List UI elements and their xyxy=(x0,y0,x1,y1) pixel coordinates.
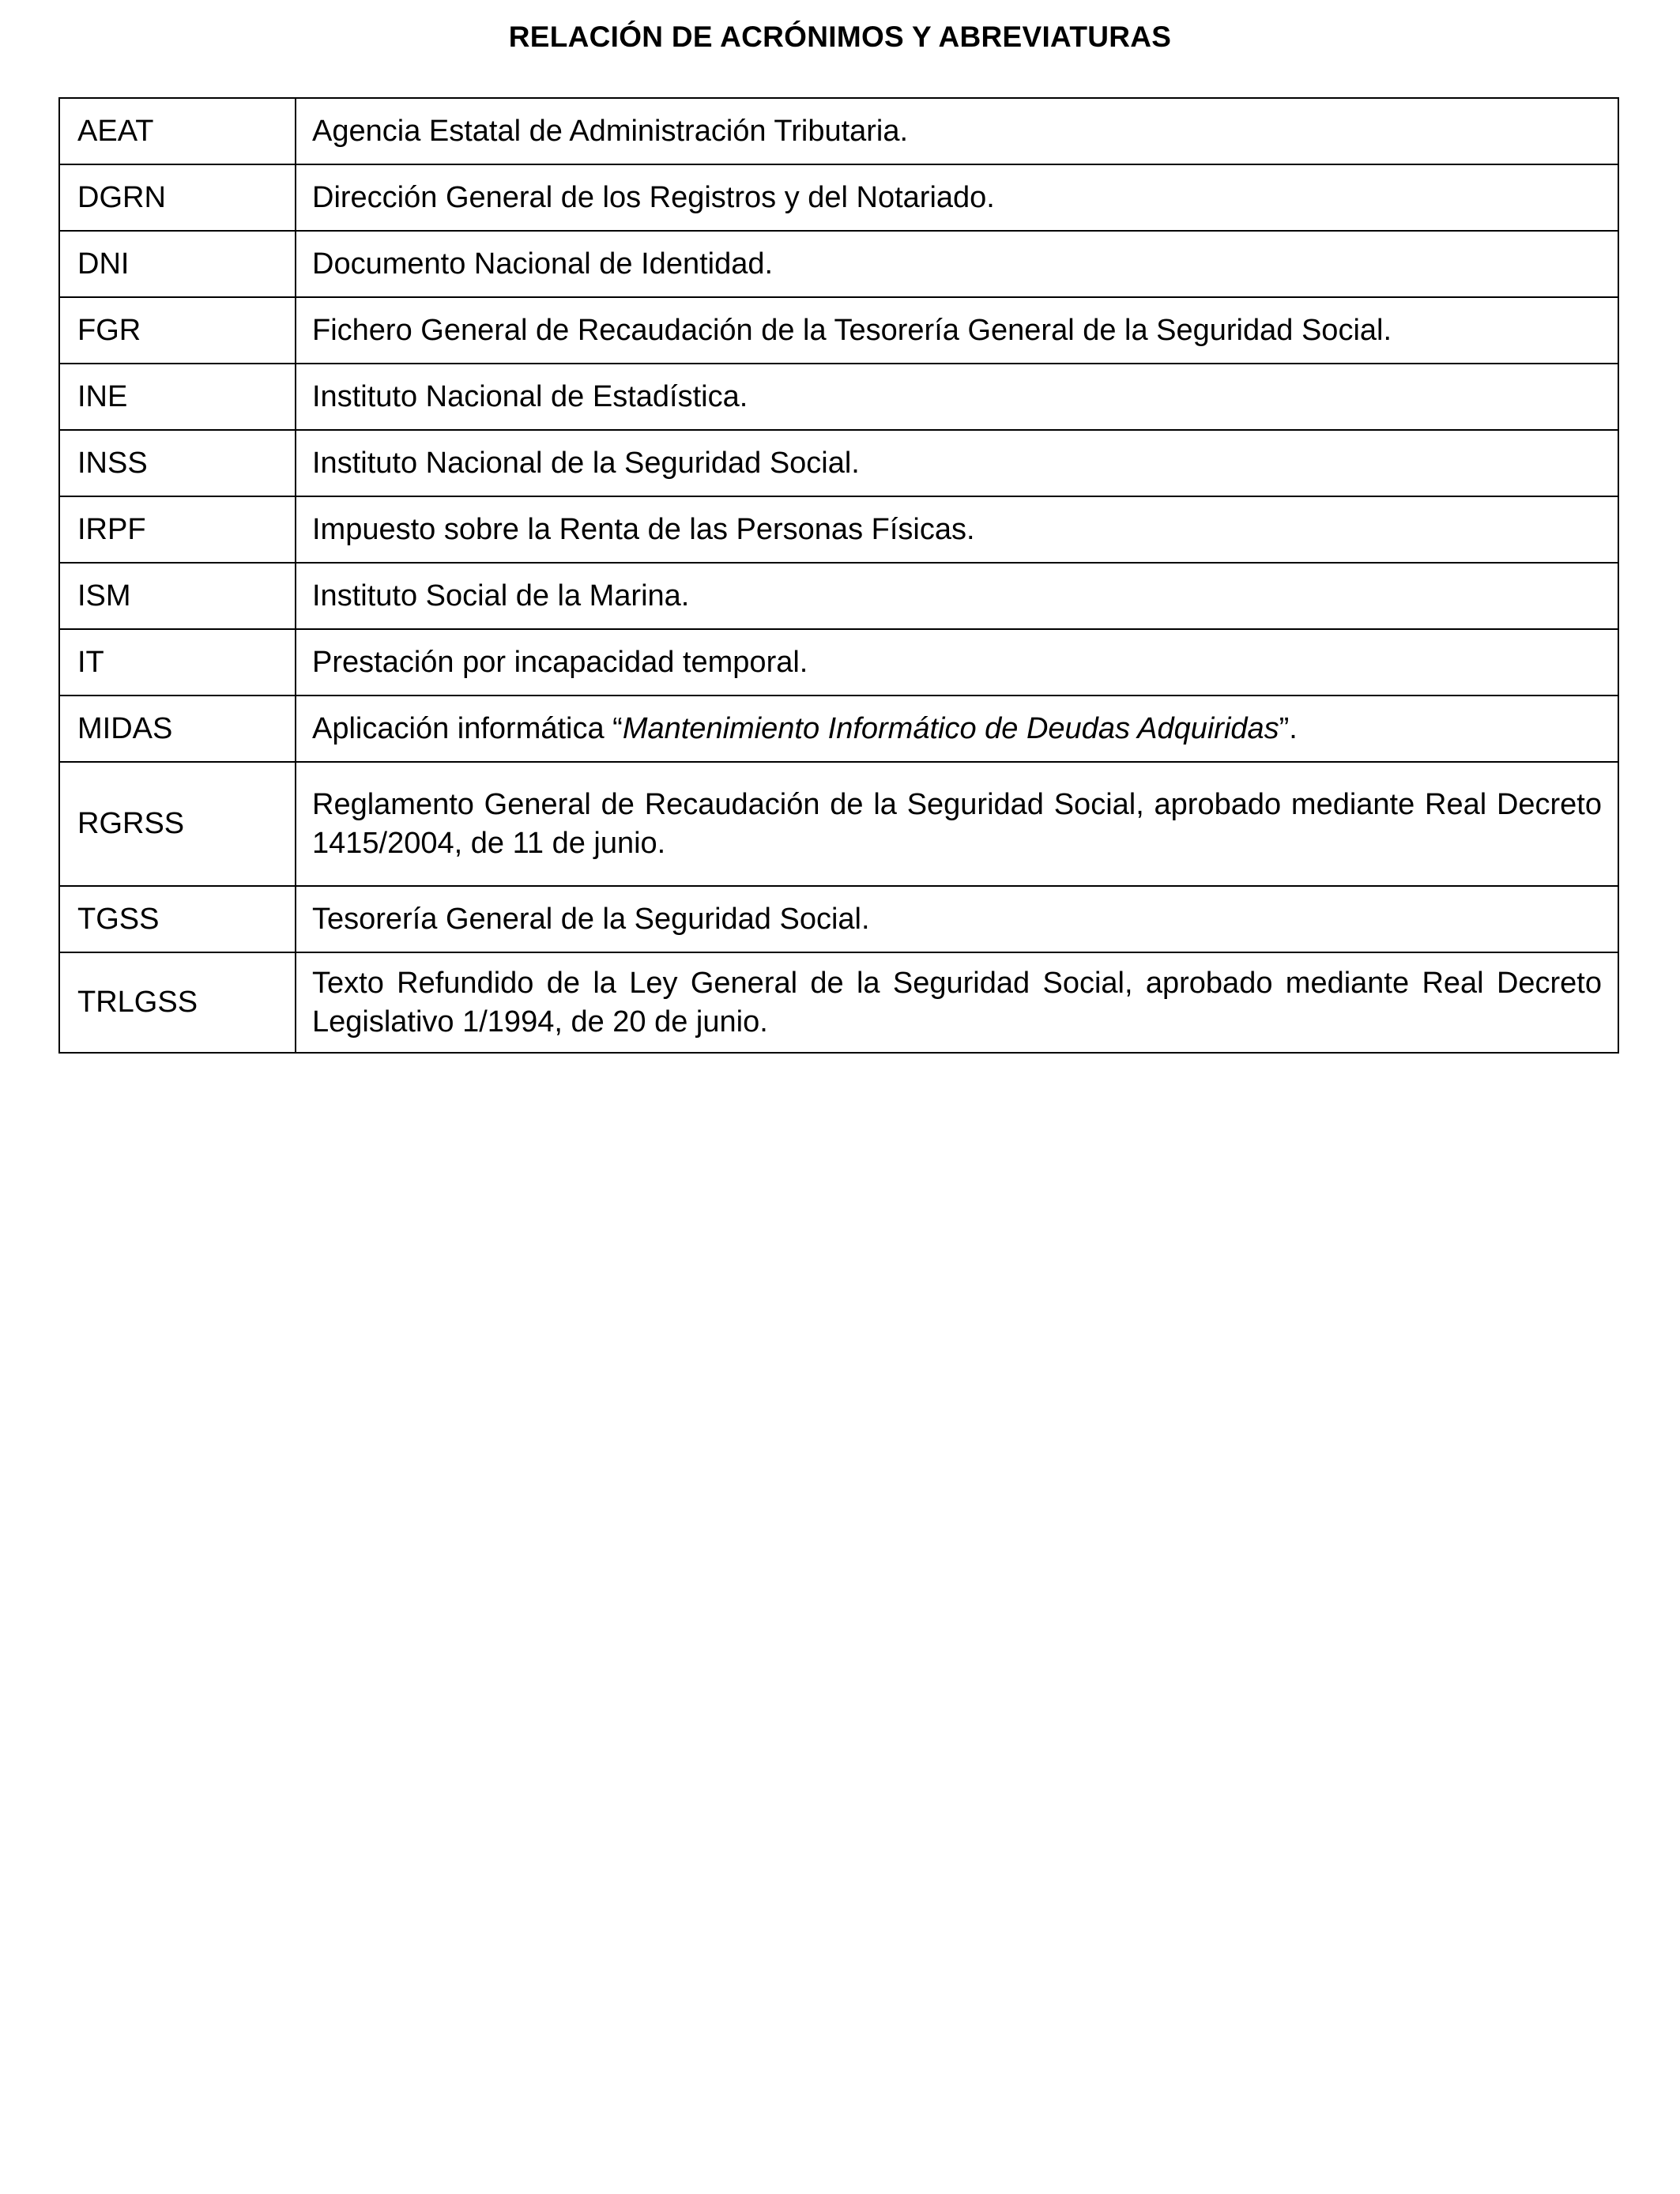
table-row xyxy=(59,364,1618,430)
table-row xyxy=(59,231,1618,297)
description-cell: Instituto Nacional de la Seguridad Social. xyxy=(296,430,1618,496)
description-cell: Documento Nacional de Identidad. xyxy=(296,231,1618,297)
description-cell: Reglamento General de Recaudación de la Seguridad Social, aprobado mediante Real Decreto 1415/2004, de 11 de junio. xyxy=(296,762,1618,886)
description-cell: Instituto Nacional de Estadística. xyxy=(296,364,1618,430)
acronym-cell: MIDAS xyxy=(59,696,296,762)
description-cell: Tesorería General de la Seguridad Social. xyxy=(296,886,1618,952)
table-row xyxy=(59,762,1618,886)
description-suffix: ”. xyxy=(1279,711,1298,745)
description-cell: Agencia Estatal de Administración Tributaria. xyxy=(296,98,1618,164)
description-cell: Instituto Social de la Marina. xyxy=(296,563,1618,629)
acronym-cell: TGSS xyxy=(59,886,296,952)
table-row xyxy=(59,164,1618,231)
description-cell: Impuesto sobre la Renta de las Personas Físicas. xyxy=(296,496,1618,563)
page-title: RELACIÓN DE ACRÓNIMOS Y ABREVIATURAS xyxy=(508,21,1172,53)
acronyms-table-body xyxy=(59,98,1618,1053)
table-row xyxy=(59,696,1618,762)
table-row xyxy=(59,952,1618,1053)
table-row xyxy=(59,886,1618,952)
acronym-cell: AEAT xyxy=(59,98,296,164)
table-row xyxy=(59,563,1618,629)
acronym-cell: TRLGSS xyxy=(59,952,296,1053)
acronym-cell: DGRN xyxy=(59,164,296,231)
acronym-cell: INSS xyxy=(59,430,296,496)
acronym-cell: IT xyxy=(59,629,296,696)
description-cell: Texto Refundido de la Ley General de la Seguridad Social, aprobado mediante Real Decreto Legislativo 1/1994, de 20 de junio. xyxy=(296,952,1618,1053)
table-row xyxy=(59,496,1618,563)
description-cell: Fichero General de Recaudación de la Tesorería General de la Seguridad Social. xyxy=(296,297,1618,364)
table-row xyxy=(59,430,1618,496)
description-cell: Dirección General de los Registros y del Notariado. xyxy=(296,164,1618,231)
acronym-cell: INE xyxy=(59,364,296,430)
acronym-cell: RGRSS xyxy=(59,762,296,886)
description-cell: Prestación por incapacidad temporal. xyxy=(296,629,1618,696)
description-prefix: Aplicación informática “ xyxy=(312,711,623,745)
acronym-cell: DNI xyxy=(59,231,296,297)
acronym-cell: ISM xyxy=(59,563,296,629)
acronym-cell: FGR xyxy=(59,297,296,364)
acronym-cell: IRPF xyxy=(59,496,296,563)
acronyms-table xyxy=(58,97,1619,1054)
table-row xyxy=(59,98,1618,164)
description-italic-title: Mantenimiento Informático de Deudas Adquiridas xyxy=(622,711,1279,745)
table-row xyxy=(59,629,1618,696)
table-row xyxy=(59,297,1618,364)
description-cell xyxy=(296,696,1618,762)
